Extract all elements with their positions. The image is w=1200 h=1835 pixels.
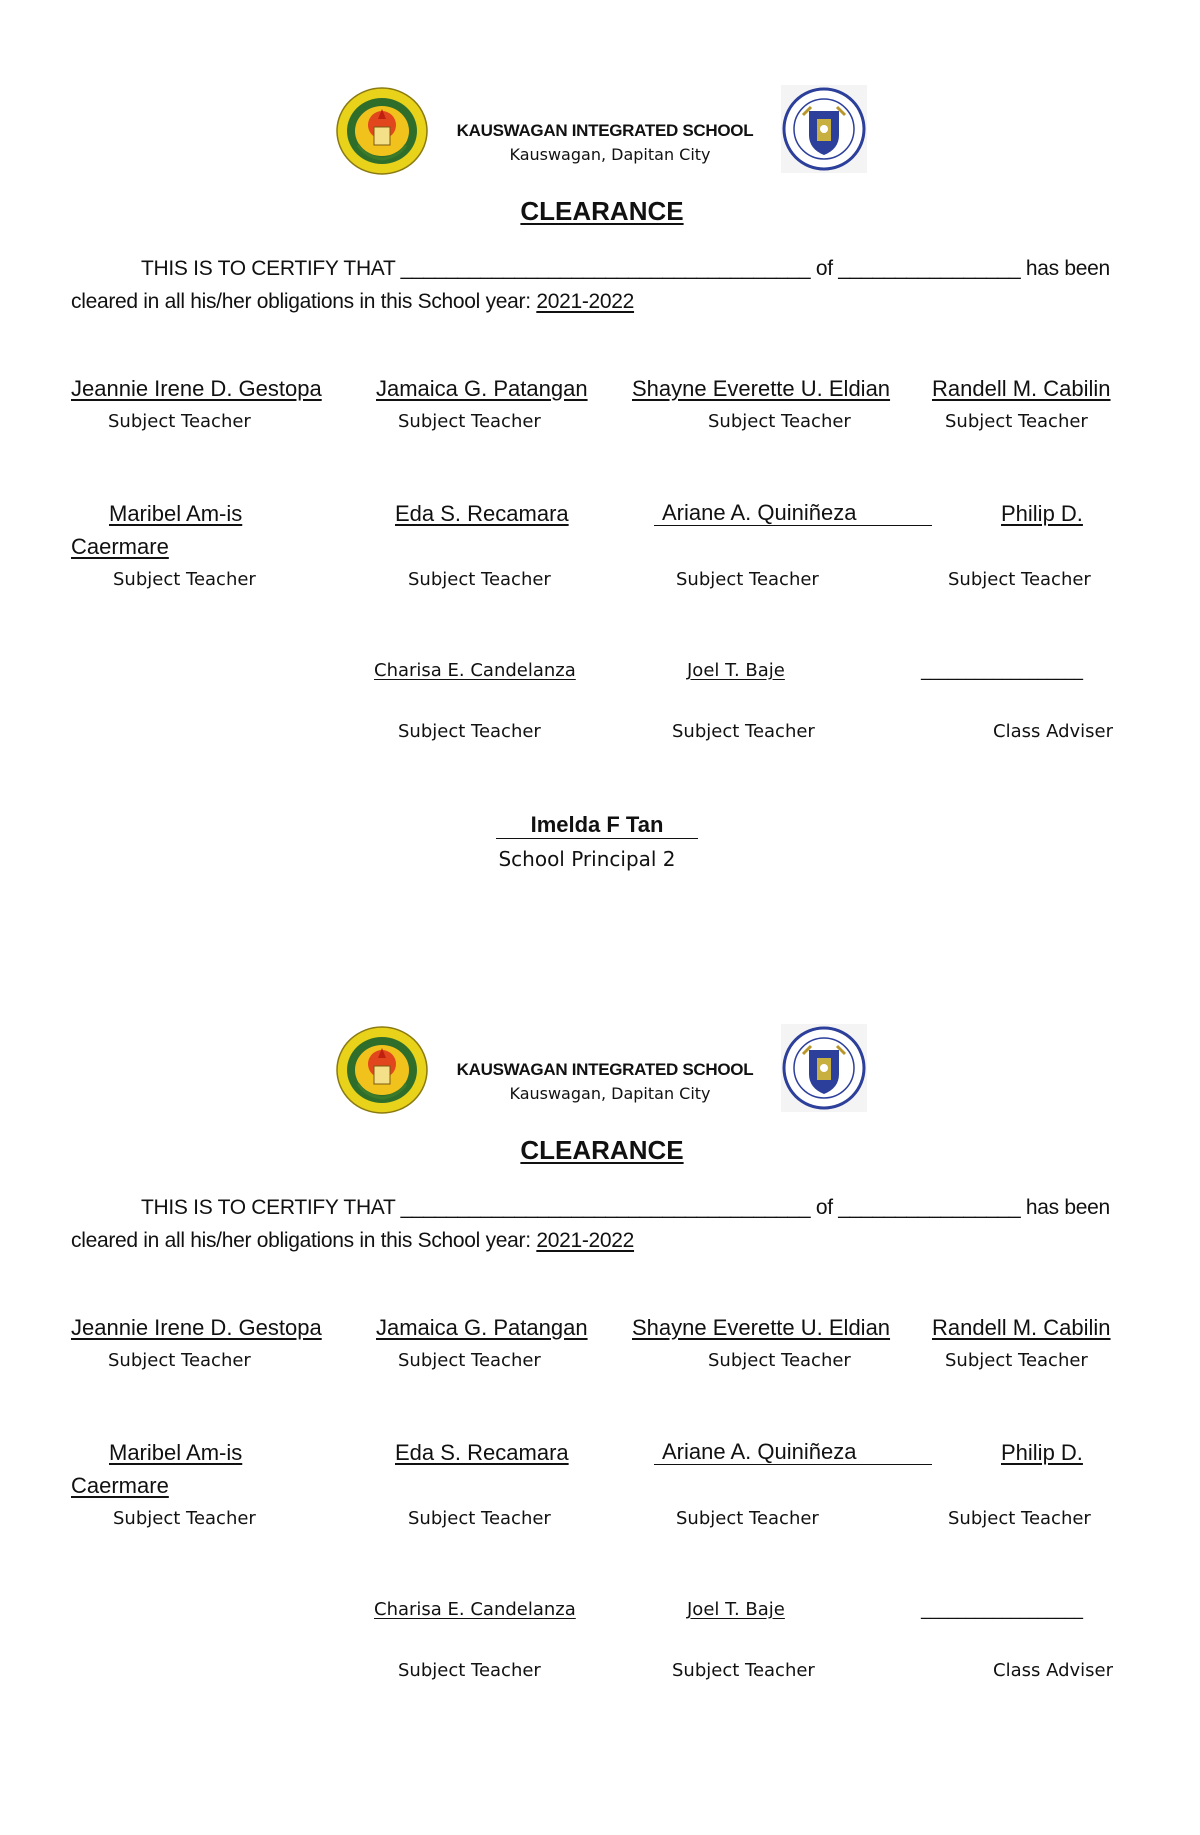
certify-line-2	[71, 1229, 634, 1253]
principal-role: School Principal 2	[498, 847, 676, 871]
school-year: 2021-2022	[536, 290, 635, 313]
certify-line-1: THIS IS TO CERTIFY THAT ____________________________________ of ________________ has been	[141, 1196, 1110, 1219]
signatory-name: Philip D.	[1001, 1440, 1083, 1465]
principal-name: Imelda F Tan	[496, 812, 698, 839]
signatory-name: Eda S. Recamara	[395, 1440, 569, 1465]
signatory-role: Class Adviser	[993, 721, 1114, 742]
deped-seal-icon	[781, 1024, 867, 1112]
signatory-role: Subject Teacher	[708, 411, 851, 432]
signatory-name: Shayne Everette U. Eldian	[632, 376, 891, 401]
school-name: KAUSWAGAN INTEGRATED SCHOOL	[456, 1060, 754, 1079]
signatory-role: Subject Teacher	[945, 411, 1088, 432]
certify-line-1: THIS IS TO CERTIFY THAT ____________________________________ of ________________ has been	[141, 257, 1110, 280]
signatory-name-line-1: Maribel Am-is	[109, 501, 243, 526]
signatory-name-line-2: Caermare	[71, 1473, 169, 1498]
school-seal-icon	[336, 1026, 428, 1114]
signatory-role: Subject Teacher	[672, 721, 815, 742]
signatory-name-line-2: Caermare	[71, 534, 169, 559]
signatory-name: Philip D.	[1001, 501, 1083, 526]
signatory-role: Subject Teacher	[945, 1350, 1088, 1371]
signatory-name-line-1: Maribel Am-is	[109, 1440, 243, 1465]
signatory-name: Jeannie Irene D. Gestopa	[71, 376, 322, 401]
clearance-title: CLEARANCE	[520, 196, 684, 226]
signatory-name: Ariane A. Quiniñeza	[654, 1440, 932, 1465]
signatory-role: Subject Teacher	[398, 1350, 541, 1371]
signatory-name: Joel T. Baje	[687, 1599, 785, 1620]
signatory-role: Subject Teacher	[672, 1660, 815, 1681]
certify-line-2	[71, 290, 634, 314]
signatory-role: Subject Teacher	[108, 1350, 251, 1371]
signatory-name: Shayne Everette U. Eldian	[632, 1315, 891, 1340]
signatory-name: Jeannie Irene D. Gestopa	[71, 1315, 322, 1340]
clearance-title: CLEARANCE	[520, 1135, 684, 1165]
signatory-role: Subject Teacher	[948, 1508, 1091, 1529]
signatory-name: Charisa E. Candelanza	[374, 1599, 576, 1620]
signatory-role: Subject Teacher	[676, 569, 819, 590]
school-city: Kauswagan, Dapitan City	[509, 145, 711, 164]
signatory-role: Class Adviser	[993, 1660, 1114, 1681]
certify-text: cleared in all his/her obligations in this School year:	[71, 1229, 531, 1252]
signatory-name: Randell M. Cabilin	[932, 1315, 1111, 1340]
signatory-name: Eda S. Recamara	[395, 501, 569, 526]
signatory-name: Jamaica G. Patangan	[376, 1315, 588, 1340]
school-city: Kauswagan, Dapitan City	[509, 1084, 711, 1103]
signatory-role: Subject Teacher	[398, 1660, 541, 1681]
certify-text: cleared in all his/her obligations in this School year:	[71, 290, 531, 313]
deped-seal-icon	[781, 85, 867, 173]
class-adviser-signature-line: __________________	[921, 1599, 1083, 1620]
signatory-name: Joel T. Baje	[687, 660, 785, 681]
class-adviser-signature-line: __________________	[921, 660, 1083, 681]
school-name: KAUSWAGAN INTEGRATED SCHOOL	[456, 121, 754, 140]
signatory-name: Ariane A. Quiniñeza	[654, 501, 932, 526]
signatory-role: Subject Teacher	[408, 1508, 551, 1529]
signatory-role: Subject Teacher	[948, 569, 1091, 590]
signatory-role: Subject Teacher	[408, 569, 551, 590]
signatory-name: Randell M. Cabilin	[932, 376, 1111, 401]
school-seal-icon	[336, 87, 428, 175]
signatory-role: Subject Teacher	[676, 1508, 819, 1529]
signatory-role: Subject Teacher	[398, 721, 541, 742]
signatory-name: Jamaica G. Patangan	[376, 376, 588, 401]
signatory-name: Charisa E. Candelanza	[374, 660, 576, 681]
signatory-role: Subject Teacher	[113, 1508, 256, 1529]
signatory-role: Subject Teacher	[108, 411, 251, 432]
signatory-role: Subject Teacher	[708, 1350, 851, 1371]
school-year: 2021-2022	[536, 1229, 635, 1252]
signatory-role: Subject Teacher	[398, 411, 541, 432]
signatory-role: Subject Teacher	[113, 569, 256, 590]
